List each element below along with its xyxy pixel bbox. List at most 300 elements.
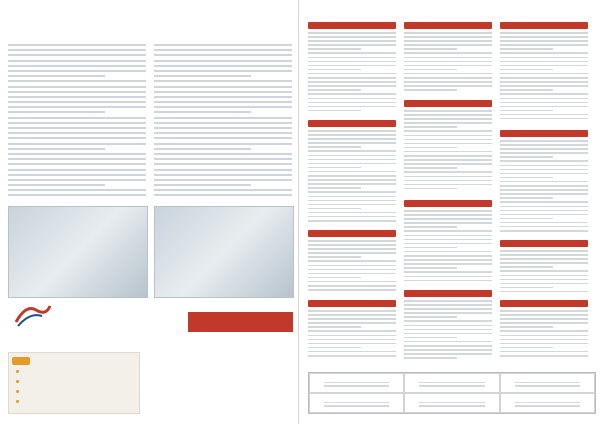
text-line — [500, 98, 588, 100]
text-line — [154, 96, 292, 98]
section-body — [404, 210, 492, 284]
text-line — [308, 171, 396, 173]
text-line — [404, 337, 457, 339]
text-line — [8, 127, 146, 129]
text-line — [308, 191, 396, 193]
text-line — [404, 40, 492, 42]
text-line — [500, 102, 588, 104]
text-line — [308, 318, 396, 320]
text-line — [308, 355, 396, 357]
text-line — [404, 147, 457, 149]
text-line — [308, 89, 361, 91]
text-line — [404, 65, 492, 67]
text-line — [404, 259, 492, 261]
article-column-right — [154, 44, 292, 200]
text-line — [404, 308, 492, 310]
text-line — [500, 152, 588, 154]
text-line — [8, 194, 146, 196]
directory-cell — [404, 373, 499, 393]
list-item — [16, 390, 22, 395]
text-line — [500, 69, 553, 71]
text-line — [308, 61, 396, 63]
text-line — [404, 320, 492, 322]
text-line — [308, 57, 396, 59]
text-line — [308, 252, 396, 254]
text-line — [404, 312, 492, 314]
text-line — [500, 318, 588, 320]
text-line — [500, 114, 588, 116]
text-line — [500, 61, 588, 63]
text-line — [308, 102, 396, 104]
text-line — [500, 185, 588, 187]
text-line — [154, 86, 292, 88]
section-body — [308, 130, 396, 224]
text-line — [308, 256, 361, 258]
text-line — [404, 188, 457, 190]
text-line — [308, 159, 396, 161]
text-line — [154, 75, 251, 77]
text-line — [500, 314, 588, 316]
text-line — [404, 271, 492, 273]
text-line — [404, 222, 492, 224]
text-line — [308, 204, 396, 206]
text-line — [500, 89, 553, 91]
section-body — [308, 32, 396, 114]
text-line — [308, 146, 361, 148]
text-line — [308, 98, 396, 100]
text-line — [154, 158, 292, 160]
text-line — [154, 127, 292, 129]
text-line — [500, 330, 588, 332]
text-line — [154, 163, 292, 165]
text-line — [8, 54, 146, 56]
text-line — [404, 159, 492, 161]
text-line — [404, 247, 457, 249]
text-line — [154, 169, 292, 171]
text-line — [404, 118, 492, 120]
text-line — [500, 73, 588, 75]
text-line — [308, 260, 396, 262]
text-line — [404, 214, 492, 216]
text-line — [154, 148, 251, 150]
text-line — [404, 300, 492, 302]
directory-cell — [500, 393, 595, 413]
text-line — [500, 93, 588, 95]
list-item — [16, 380, 22, 385]
text-line — [404, 226, 457, 228]
text-line — [404, 243, 492, 245]
text-line — [404, 325, 492, 327]
section-body — [500, 32, 588, 122]
text-line — [8, 153, 146, 155]
text-line — [404, 77, 492, 79]
text-line — [8, 169, 146, 171]
text-line — [308, 150, 396, 152]
text-line — [8, 148, 105, 150]
text-line — [500, 335, 588, 337]
text-line — [404, 69, 457, 71]
text-line — [500, 181, 588, 183]
text-line — [308, 240, 396, 242]
text-line — [154, 54, 292, 56]
text-line — [404, 171, 492, 173]
text-line — [404, 52, 492, 54]
text-line — [308, 183, 396, 185]
text-line — [154, 174, 292, 176]
text-line — [404, 263, 492, 265]
section-body — [308, 240, 396, 293]
text-line — [404, 230, 492, 232]
text-line — [308, 285, 396, 287]
text-line — [308, 269, 396, 271]
text-line — [8, 60, 146, 62]
text-line — [308, 200, 396, 202]
text-line — [8, 132, 146, 134]
text-line — [500, 254, 588, 256]
text-line — [500, 106, 588, 108]
text-line — [404, 176, 492, 178]
text-line — [404, 143, 492, 145]
text-line — [404, 239, 492, 241]
text-line — [8, 86, 146, 88]
text-line — [8, 143, 146, 145]
text-line — [404, 110, 492, 112]
section-heading — [500, 22, 588, 29]
wyd-logo-icon — [12, 300, 52, 328]
text-line — [308, 48, 361, 50]
text-line — [404, 48, 457, 50]
text-line — [500, 52, 588, 54]
text-line — [154, 49, 292, 51]
directory-cell — [500, 373, 595, 393]
text-line — [404, 36, 492, 38]
text-line — [8, 189, 146, 191]
text-line — [500, 310, 588, 312]
text-line — [404, 329, 492, 331]
text-line — [500, 165, 588, 167]
text-line — [308, 196, 396, 198]
text-line — [500, 270, 588, 272]
text-line — [8, 91, 146, 93]
text-line — [500, 36, 588, 38]
text-line — [8, 80, 146, 82]
text-line — [404, 180, 492, 182]
venue-photo — [154, 206, 294, 298]
text-line — [404, 151, 492, 153]
text-line — [500, 85, 588, 87]
text-line — [404, 304, 492, 306]
directory-cell — [404, 393, 499, 413]
text-line — [154, 184, 251, 186]
text-line — [154, 122, 292, 124]
text-line — [8, 158, 146, 160]
text-line — [500, 214, 588, 216]
text-line — [404, 345, 492, 347]
text-line — [500, 57, 588, 59]
text-line — [404, 85, 492, 87]
text-line — [154, 65, 292, 67]
text-line — [404, 267, 457, 269]
text-line — [500, 283, 588, 285]
text-line — [308, 163, 396, 165]
text-line — [500, 189, 588, 191]
text-line — [404, 155, 492, 157]
text-line — [500, 197, 553, 199]
text-line — [500, 40, 588, 42]
section-heading — [308, 230, 396, 237]
directory-cell — [309, 373, 404, 393]
text-line — [8, 75, 105, 77]
text-line — [500, 266, 553, 268]
text-line — [404, 184, 492, 186]
text-line — [500, 218, 553, 220]
text-line — [500, 322, 588, 324]
text-line — [308, 77, 396, 79]
text-line — [404, 81, 492, 83]
section-heading — [404, 22, 492, 29]
text-line — [500, 326, 553, 328]
text-line — [154, 106, 292, 108]
text-line — [404, 89, 457, 91]
text-line — [404, 280, 492, 282]
article-column-left — [8, 44, 146, 200]
text-line — [308, 216, 396, 218]
text-line — [308, 212, 396, 214]
text-line — [154, 80, 292, 82]
directory-grid — [308, 372, 596, 414]
text-line — [8, 101, 146, 103]
text-line — [8, 174, 146, 176]
text-line — [308, 335, 396, 337]
text-line — [404, 130, 492, 132]
text-line — [308, 277, 361, 279]
section-body — [500, 140, 588, 234]
text-line — [500, 144, 588, 146]
text-line — [308, 330, 396, 332]
text-line — [308, 32, 396, 34]
text-line — [404, 73, 492, 75]
text-line — [500, 173, 588, 175]
list-item — [16, 400, 22, 405]
text-line — [308, 81, 396, 83]
text-line — [308, 273, 396, 275]
text-line — [308, 40, 396, 42]
text-line — [404, 353, 492, 355]
text-line — [500, 110, 553, 112]
text-line — [154, 194, 292, 196]
text-line — [404, 316, 457, 318]
text-line — [404, 333, 492, 335]
text-line — [308, 347, 361, 349]
text-line — [8, 111, 105, 113]
left-page — [0, 0, 299, 424]
text-line — [308, 155, 396, 157]
section-body — [404, 32, 492, 93]
section-heading — [404, 100, 492, 107]
text-line — [500, 291, 588, 293]
directory-cell — [309, 393, 404, 413]
text-line — [308, 289, 396, 291]
text-line — [308, 179, 396, 181]
text-line — [500, 169, 588, 171]
text-line — [308, 65, 396, 67]
text-line — [8, 184, 105, 186]
text-line — [500, 206, 588, 208]
text-line — [500, 250, 588, 252]
text-line — [154, 70, 292, 72]
section-body — [500, 250, 588, 295]
text-line — [308, 310, 396, 312]
text-line — [404, 218, 492, 220]
text-line — [404, 139, 492, 141]
text-line — [500, 140, 588, 142]
text-line — [500, 343, 588, 345]
text-line — [308, 36, 396, 38]
text-line — [500, 287, 553, 289]
text-line — [308, 69, 361, 71]
text-line — [308, 167, 361, 169]
text-line — [8, 70, 146, 72]
text-line — [308, 73, 396, 75]
text-line — [404, 167, 457, 169]
text-line — [308, 326, 361, 328]
text-line — [500, 177, 553, 179]
text-line — [308, 175, 396, 177]
text-line — [404, 349, 492, 351]
text-line — [154, 132, 292, 134]
text-line — [154, 44, 292, 46]
text-line — [154, 153, 292, 155]
text-line — [500, 81, 588, 83]
text-line — [500, 148, 588, 150]
text-line — [154, 117, 292, 119]
text-line — [8, 106, 146, 108]
text-line — [308, 110, 361, 112]
text-line — [308, 85, 396, 87]
text-line — [308, 244, 396, 246]
text-line — [404, 32, 492, 34]
text-line — [500, 230, 588, 232]
section-heading — [308, 120, 396, 127]
text-line — [500, 355, 588, 357]
text-line — [154, 179, 292, 181]
text-line — [8, 122, 146, 124]
text-line — [154, 137, 292, 139]
section-body — [308, 310, 396, 359]
text-line — [500, 118, 588, 120]
text-line — [404, 255, 492, 257]
text-line — [154, 189, 292, 191]
text-line — [308, 52, 396, 54]
text-line — [308, 343, 396, 345]
group-photo — [8, 206, 148, 298]
section-heading — [308, 300, 396, 307]
text-line — [500, 339, 588, 341]
text-line — [154, 143, 292, 145]
text-line — [8, 96, 146, 98]
text-line — [308, 281, 396, 283]
info-box-heading — [12, 357, 30, 365]
text-line — [500, 351, 588, 353]
text-line — [154, 60, 292, 62]
text-line — [308, 187, 361, 189]
text-line — [404, 122, 492, 124]
list-item — [16, 370, 22, 375]
section-body — [404, 110, 492, 192]
text-line — [500, 275, 588, 277]
text-line — [404, 210, 492, 212]
text-line — [308, 248, 396, 250]
text-line — [308, 339, 396, 341]
text-line — [308, 142, 396, 144]
text-line — [308, 44, 396, 46]
text-line — [500, 156, 553, 158]
text-line — [500, 262, 588, 264]
text-line — [308, 134, 396, 136]
text-line — [308, 322, 396, 324]
text-line — [308, 208, 361, 210]
text-line — [404, 126, 457, 128]
text-line — [500, 44, 588, 46]
text-line — [500, 77, 588, 79]
text-line — [8, 49, 146, 51]
text-line — [404, 163, 492, 165]
text-line — [404, 276, 492, 278]
section-heading — [308, 22, 396, 29]
text-line — [500, 226, 588, 228]
text-line — [404, 357, 457, 359]
text-line — [404, 235, 492, 237]
text-line — [308, 93, 396, 95]
text-line — [8, 44, 146, 46]
banner-subtext — [130, 334, 293, 340]
text-line — [500, 48, 553, 50]
text-line — [154, 91, 292, 93]
text-line — [404, 57, 492, 59]
text-line — [308, 220, 396, 222]
text-line — [404, 61, 492, 63]
text-line — [404, 44, 492, 46]
text-line — [500, 279, 588, 281]
text-line — [500, 193, 588, 195]
text-line — [500, 201, 588, 203]
text-line — [8, 179, 146, 181]
text-line — [308, 314, 396, 316]
text-line — [500, 210, 588, 212]
text-line — [154, 111, 251, 113]
text-line — [308, 106, 396, 108]
promo-box — [146, 352, 293, 412]
section-heading — [500, 300, 588, 307]
text-line — [500, 160, 588, 162]
section-heading — [500, 240, 588, 247]
banner-badge — [188, 312, 293, 332]
section-heading — [404, 290, 492, 297]
section-body — [404, 300, 492, 361]
text-line — [404, 114, 492, 116]
text-line — [308, 130, 396, 132]
section-body — [500, 310, 588, 359]
text-line — [500, 32, 588, 34]
text-line — [154, 101, 292, 103]
text-line — [8, 163, 146, 165]
text-line — [404, 341, 492, 343]
text-line — [8, 117, 146, 119]
text-line — [404, 135, 492, 137]
text-line — [500, 222, 588, 224]
section-heading — [404, 200, 492, 207]
text-line — [500, 65, 588, 67]
